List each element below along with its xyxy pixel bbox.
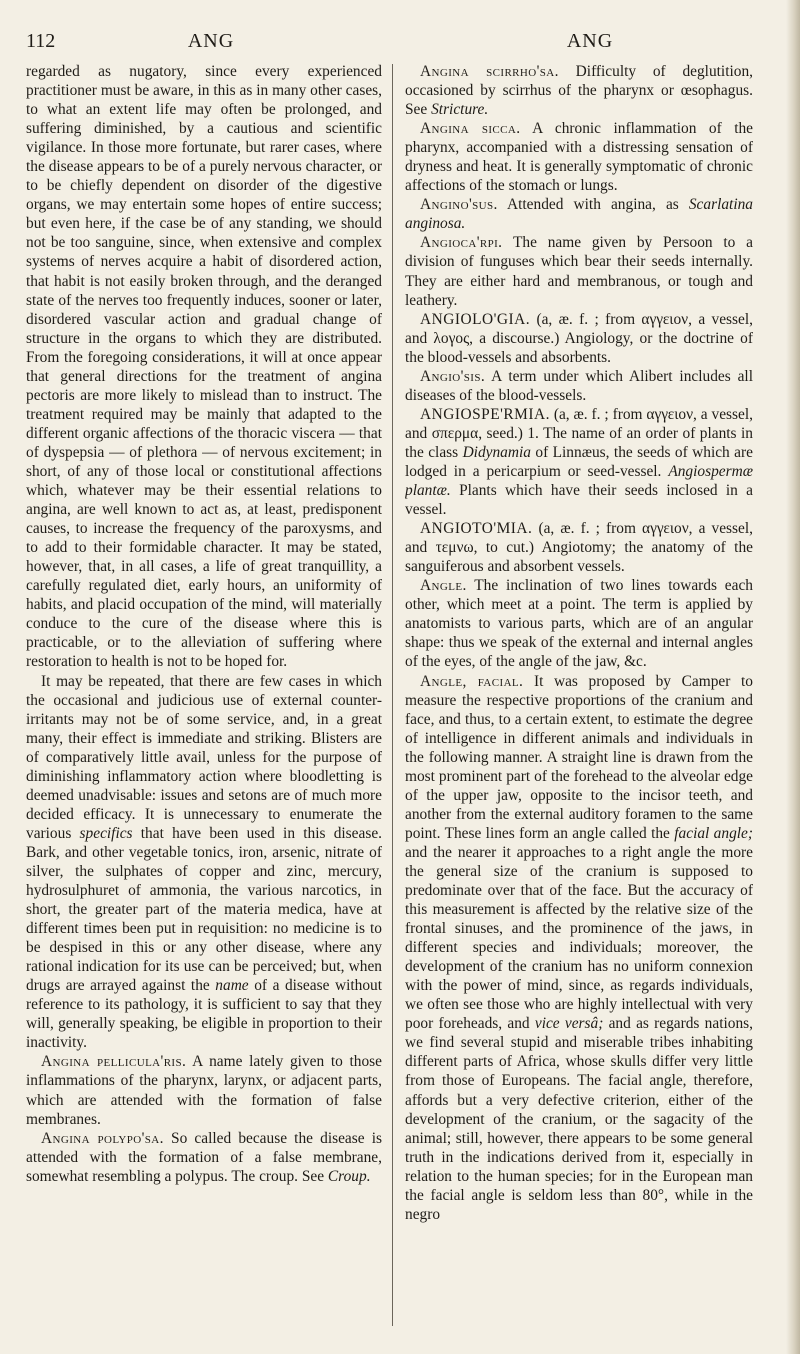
- left-column: [26, 62, 382, 1332]
- page-header: [26, 30, 770, 56]
- entry-angiologia: ANGIOLO'GIA. (a, æ. f. ; from αγγειον, a vessel, and λογος, a discourse.) Angiology, or the doctrine of the blood-vessels and absorbents.: [405, 310, 753, 366]
- entry-angina-scirrhosa: Angina scirrho'sa. Difficulty of deglutition, occasioned by scirrhus of the pharynx or œsophagus. See Stricture.: [405, 63, 753, 119]
- column-divider: [392, 64, 393, 1326]
- entry-angle: Angle. The inclination of two lines towards each other, which meet at a point. The term is applied by anatomists to various parts, which are of an angular shape: thus we speak of the external and internal angles of the eyes, of the angle of the jaw, &c.: [405, 577, 753, 671]
- entry-angina-sicca: Angina sicca. A chronic inflammation of the pharynx, accompanied with a distressing sensation of dryness and heat. It is generally symptomatic of chronic affections of the stomach or lungs.: [405, 120, 753, 195]
- left-guide-word: ANG: [187, 30, 235, 52]
- entry-angina-polyposa: Angina polypo'sa. So called because the disease is attended with the formation of a false membrane, somewhat resembling a polypus. The croup. See Croup.: [26, 1129, 382, 1185]
- entry-angiospermia: ANGIOSPE'RMIA. (a, æ. f. ; from αγγειον, a vessel, and σπερμα, seed.) 1. The name of an order of plants in the class Didynamia of Linnæus, the seeds of which are lodged in a pericarpium or seed-vessel. Angiospermæ plantæ. Plants which have their seeds inclosed in a vessel.: [405, 405, 753, 519]
- paragraph-angina-pectoris-continued: regarded as nugatory, since every experienced practitioner must be aware, in this as in many other cases, to what an extent life may often be prolonged, and suffering diminished, by a cautious and scientific vigilance. In those more fortunate, but rarer cases, where the disease appears to be of a purely nervous character, or to be chiefly dependent on disorder of the digestive organs, we may entertain some hopes of entire success; but even here, if the case be of any standing, we should not be too sanguine, since, when extensive and complex systems of nerves acquire a habit of disordered action, that habit is not easily broken through, and the deranged state of the nerves too frequently induces, sooner or later, disordered vascular action and gradual change of structure in the organs to which they are distributed. From the foregoing considerations, it will at once appear that general directions for the treatment of angina pectoris are more likely to mislead than to instruct. The treatment required may be mainly that adapted to the different organic affections of the thoracic viscera — that of dyspepsia — of plethora — of nervous excitement; in short, of any of those local or constitutional affections which, whatever may be their essential relations to angina, are well known to act as, at least, predisponent causes, to increase the frequency of the paroxysms, and to add to their formidable character. It may be stated, however, that, in all cases, a life of great tranquillity, a carefully regulated diet, early hours, an uniformity of habits, and placid occupation of the mind, will materially conduce to the cure of the disease where this is practicable, or to the alleviation of suffering where restoration to health is not to be hoped for.: [26, 63, 382, 671]
- entry-angina-pellicularis: Angina pellicula'ris. A name lately given to those inflammations of the pharynx, larynx, or adjacent parts, which are attended with the formation of false membranes.: [26, 1053, 382, 1128]
- entry-angiocarpi: Angioca'rpi. The name given by Persoon to a division of funguses which bear their seeds internally. They are either hard and membranous, or tough and leathery.: [405, 234, 753, 309]
- entry-anginosus: Angino'sus. Attended with angina, as Scarlatina anginosa.: [405, 196, 753, 233]
- entry-angle-facial: Angle, facial. It was proposed by Camper to measure the respective proportions of the cranium and face, and thus, to a certain extent, to estimate the degree of intelligence in different animals and individuals in the following manner. A straight line is drawn from the most prominent part of the forehead to the alveolar edge of the upper jaw, opposite to the incisor teeth, and another from the external auditory foramen to the same point. These lines form an angle called the facial angle; and the nearer it approaches to a right angle the more the general size of the cranium is supposed to predominate over that of the face. But the accuracy of this measurement is affected by the relative size of the frontal sinuses, and the prominence of the jaws, in different species and individuals; moreover, the development of the cranium has no uniform connexion with the power of mind, since, as regards individuals, we often see those who are highly intellectual with very poor foreheads, and vice versâ; and as regards nations, we find several stupid and miserable tribes inhabiting different parts of Africa, whose skulls differ very little from those of Europeans. The facial angle, therefore, affords but a very defective criterion, either of the development of the cranium, or the sagacity of the animal; still, however, there appears to be some general truth in the indications derived from it, especially in relation to the human species; for in the European man the facial angle is seldom less than 80°, while in the negro: [405, 672, 753, 1223]
- paragraph-counter-irritants: It may be repeated, that there are few cases in which the occasional and judicious use of external counter-irritants may not be of some service, and, in a great many, their effect is immediate and striking. Blisters are of comparatively little avail, unless for the purpose of diminishing inflammatory action where bloodletting is deemed unadvisable: issues and setons are of much more decided efficacy. It is unnecessary to enumerate the various specifics that have been used in this disease. Bark, and other vegetable tonics, iron, arsenic, nitrate of silver, the sulphates of copper and zinc, mercury, hydrosulphuret of ammonia, the various narcotics, in short, the greater part of the materia medica, have at different times been put in requisition: no medicine is to be despised in this or any other disease, where any rational indication for its use can be perceived; but, when drugs are arrayed against the name of a disease without reference to its pathology, it is sufficient to say that they will, generally speaking, be eligible in proportion to their inactivity.: [26, 672, 382, 1052]
- entry-angiosis: Angio'sis. A term under which Alibert includes all diseases of the blood-vessels.: [405, 367, 753, 404]
- page-number: 112: [26, 30, 56, 52]
- page-edge-shadow: [786, 0, 800, 1354]
- entry-angiotomia: ANGIOTO'MIA. (a, æ. f. ; from αγγειον, a vessel, and τεμνω, to cut.) Angiotomy; the anatomy of the sanguiferous and absorbent vessels.: [405, 520, 753, 576]
- right-guide-word: ANG: [566, 30, 614, 52]
- right-column: [405, 62, 753, 1332]
